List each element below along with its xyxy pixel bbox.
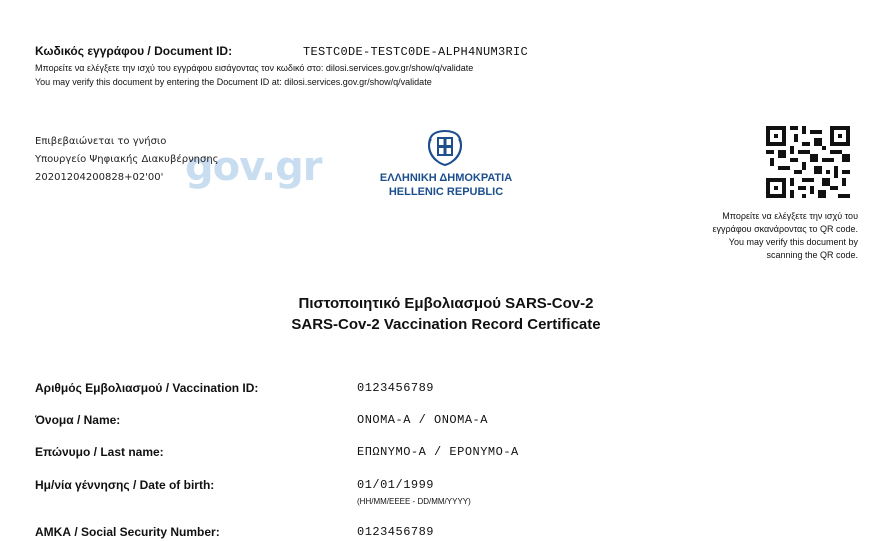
document-id-value: TESTC0DE-TESTC0DE-ALPH4NUM3RIC xyxy=(303,45,529,59)
republic-name-gr: ΕΛΛΗΝΙΚΗ ΔΗΜΟΚΡΑΤΙΑ xyxy=(379,172,513,184)
last-name-value: ΕΠΩΝΥΜΟ-Α / EPONYMO-A xyxy=(357,445,519,459)
date-of-birth-label: Ημ/νία γέννησης / Date of birth: xyxy=(35,478,215,492)
first-name-value: ONOMA-A / ONOMA-A xyxy=(357,413,488,427)
amka-value: 0123456789 xyxy=(357,525,435,539)
date-format-hint: (HH/MM/EEEE - DD/MM/YYYY) xyxy=(357,497,471,506)
hellenic-republic-emblem-icon xyxy=(425,129,465,167)
qr-verify-gr-line-2: εγγράφου σκανάροντας το QR code. xyxy=(712,224,858,234)
vaccination-id-label: Αριθμός Εμβολιασμού / Vaccination ID: xyxy=(35,381,259,395)
first-name-label: Όνομα / Name: xyxy=(35,413,121,427)
certificate-title-en: SARS-Cov-2 Vaccination Record Certificate xyxy=(291,316,601,333)
verify-instructions-gr: Μπορείτε να ελέγξετε την ισχύ του εγγράφου εισάγοντας τον κωδικό στο: dilosi.services.gov.gr/show/q/validate xyxy=(35,63,474,73)
certificate-title-gr: Πιστοποιητικό Εμβολιασμού SARS-Cov-2 xyxy=(298,295,594,312)
date-of-birth-value: 01/01/1999 xyxy=(357,478,435,492)
document-id-label: Κωδικός εγγράφου / Document ID: xyxy=(35,44,233,58)
qr-verify-en-line-1: You may verify this document by xyxy=(728,237,858,247)
verify-instructions-en: You may verify this document by entering the Document ID at: dilosi.services.gov.gr/show/q/validate xyxy=(35,77,432,87)
qr-verify-gr-line-1: Μπορείτε να ελέγξετε την ισχύ του xyxy=(722,211,858,221)
vaccination-id-value: 0123456789 xyxy=(357,381,435,395)
signature-line-2: Υπουργείο Ψηφιακής Διακυβέρνησης xyxy=(35,154,219,165)
signature-timestamp: 20201204200828+02'00' xyxy=(35,172,164,183)
digital-signature-block xyxy=(35,136,322,196)
signature-line-1: Επιβεβαιώνεται το γνήσιο xyxy=(35,136,167,147)
gov-gr-watermark-logo: gov.gr xyxy=(185,144,322,190)
qr-verify-en-line-2: scanning the QR code. xyxy=(766,250,858,260)
republic-name-en: HELLENIC REPUBLIC xyxy=(388,186,504,198)
qr-code-icon xyxy=(766,126,850,198)
amka-label: ΑΜΚΑ / Social Security Number: xyxy=(35,525,220,539)
last-name-label: Επώνυμο / Last name: xyxy=(35,445,164,459)
